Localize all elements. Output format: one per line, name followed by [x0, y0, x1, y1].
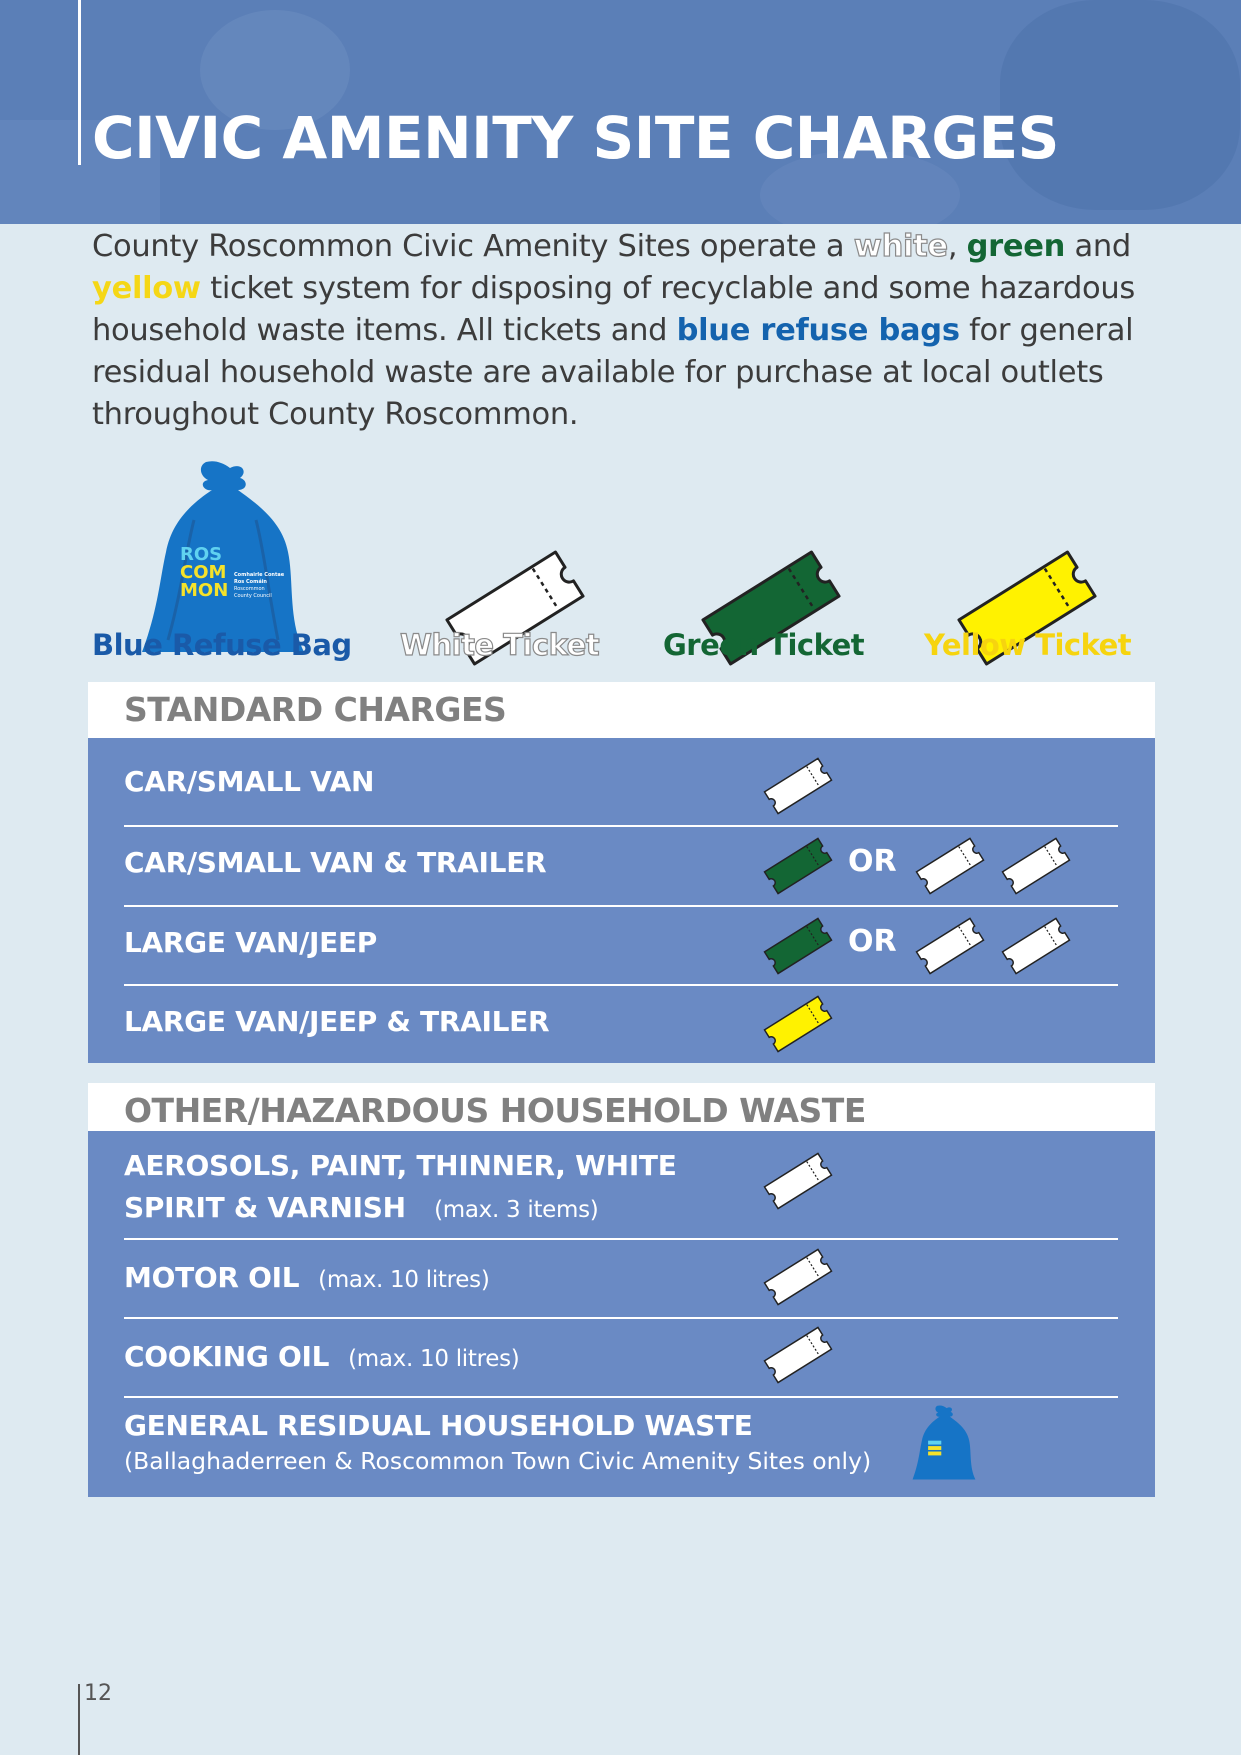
legend-label-yellow: Yellow Ticket [924, 628, 1132, 662]
intro-green-word: green [966, 229, 1066, 264]
section-title: STANDARD CHARGES [124, 690, 507, 729]
or-label: OR [848, 924, 897, 959]
page-number: 12 [84, 1681, 112, 1706]
white-ticket-icon [760, 1245, 836, 1309]
section-title: OTHER/HAZARDOUS HOUSEHOLD WASTE [124, 1091, 866, 1130]
row-label: GENERAL RESIDUAL HOUSEHOLD WASTE [124, 1409, 753, 1442]
svg-text:ROS: ROS [180, 544, 223, 565]
row-label-text: COOKING OIL [124, 1340, 330, 1373]
charge-row [124, 1131, 1118, 1239]
standard-charges-panel [88, 738, 1155, 1063]
footer-rule [78, 1684, 80, 1755]
row-label: LARGE VAN/JEEP & TRAILER [124, 1005, 550, 1038]
row-label: AEROSOLS, PAINT, THINNER, WHITE [124, 1149, 677, 1182]
charge-row [124, 985, 1118, 1063]
intro-blue-word: blue refuse bags [676, 313, 960, 348]
row-label [124, 1261, 490, 1294]
green-ticket-icon [760, 914, 836, 978]
row-note: (max. 10 litres) [348, 1346, 520, 1372]
blue-bag-icon [911, 1405, 977, 1481]
row-note: (max. 10 litres) [318, 1267, 490, 1293]
white-ticket-icon [998, 914, 1074, 978]
row-label [124, 1191, 598, 1224]
row-label: CAR/SMALL VAN & TRAILER [124, 846, 547, 879]
white-ticket-icon [760, 754, 836, 818]
charge-row [124, 1239, 1118, 1319]
row-note: (max. 3 items) [434, 1197, 599, 1223]
svg-text:COM: COM [180, 562, 227, 583]
hazardous-waste-panel [88, 1131, 1155, 1497]
white-ticket-icon [912, 834, 988, 898]
intro-text: County Roscommon Civic Amenity Sites operate a [92, 229, 854, 264]
row-label [124, 1340, 519, 1373]
green-ticket-icon [760, 834, 836, 898]
intro-text: ticket system for disposing of recyclable and some hazardous household waste items. All tickets and [92, 271, 1136, 348]
row-label-text: SPIRIT & VARNISH [124, 1191, 406, 1224]
legend-label-white: White Ticket [400, 628, 600, 662]
legend-label-green: Green Ticket [663, 628, 865, 662]
page-title: CIVIC AMENITY SITE CHARGES [92, 104, 1059, 172]
svg-text:Roscommon: Roscommon [234, 586, 265, 592]
intro-white-word: white [853, 229, 948, 264]
charge-row [124, 1318, 1118, 1397]
header-rule [78, 0, 81, 165]
row-label: CAR/SMALL VAN [124, 765, 375, 798]
intro-text: , [947, 229, 967, 264]
white-ticket-icon [998, 834, 1074, 898]
white-ticket-icon [912, 914, 988, 978]
charge-row [124, 738, 1118, 826]
svg-text:Ros Comáin: Ros Comáin [234, 579, 267, 585]
hazardous-waste-header [88, 1083, 1155, 1131]
row-label-text: MOTOR OIL [124, 1261, 300, 1294]
yellow-ticket-icon [760, 992, 836, 1056]
white-ticket-icon [760, 1149, 836, 1213]
svg-text:Comhairle Contae: Comhairle Contae [234, 572, 285, 578]
intro-paragraph [92, 226, 1162, 436]
intro-text: and [1065, 229, 1131, 264]
row-label: LARGE VAN/JEEP [124, 926, 378, 959]
standard-charges-header [88, 682, 1155, 738]
or-label: OR [848, 844, 897, 879]
row-note: (Ballaghaderreen & Roscommon Town Civic Amenity Sites only) [124, 1447, 872, 1475]
svg-text:County Council: County Council [234, 593, 272, 599]
white-ticket-icon [760, 1323, 836, 1387]
svg-text:MON: MON [180, 580, 229, 601]
legend-label-bag: Blue Refuse Bag [92, 628, 352, 662]
intro-yellow-word: yellow [92, 271, 201, 306]
intro-text: for general residual household waste are available for purchase at local outlets throughout County Roscommon. [92, 313, 1134, 432]
